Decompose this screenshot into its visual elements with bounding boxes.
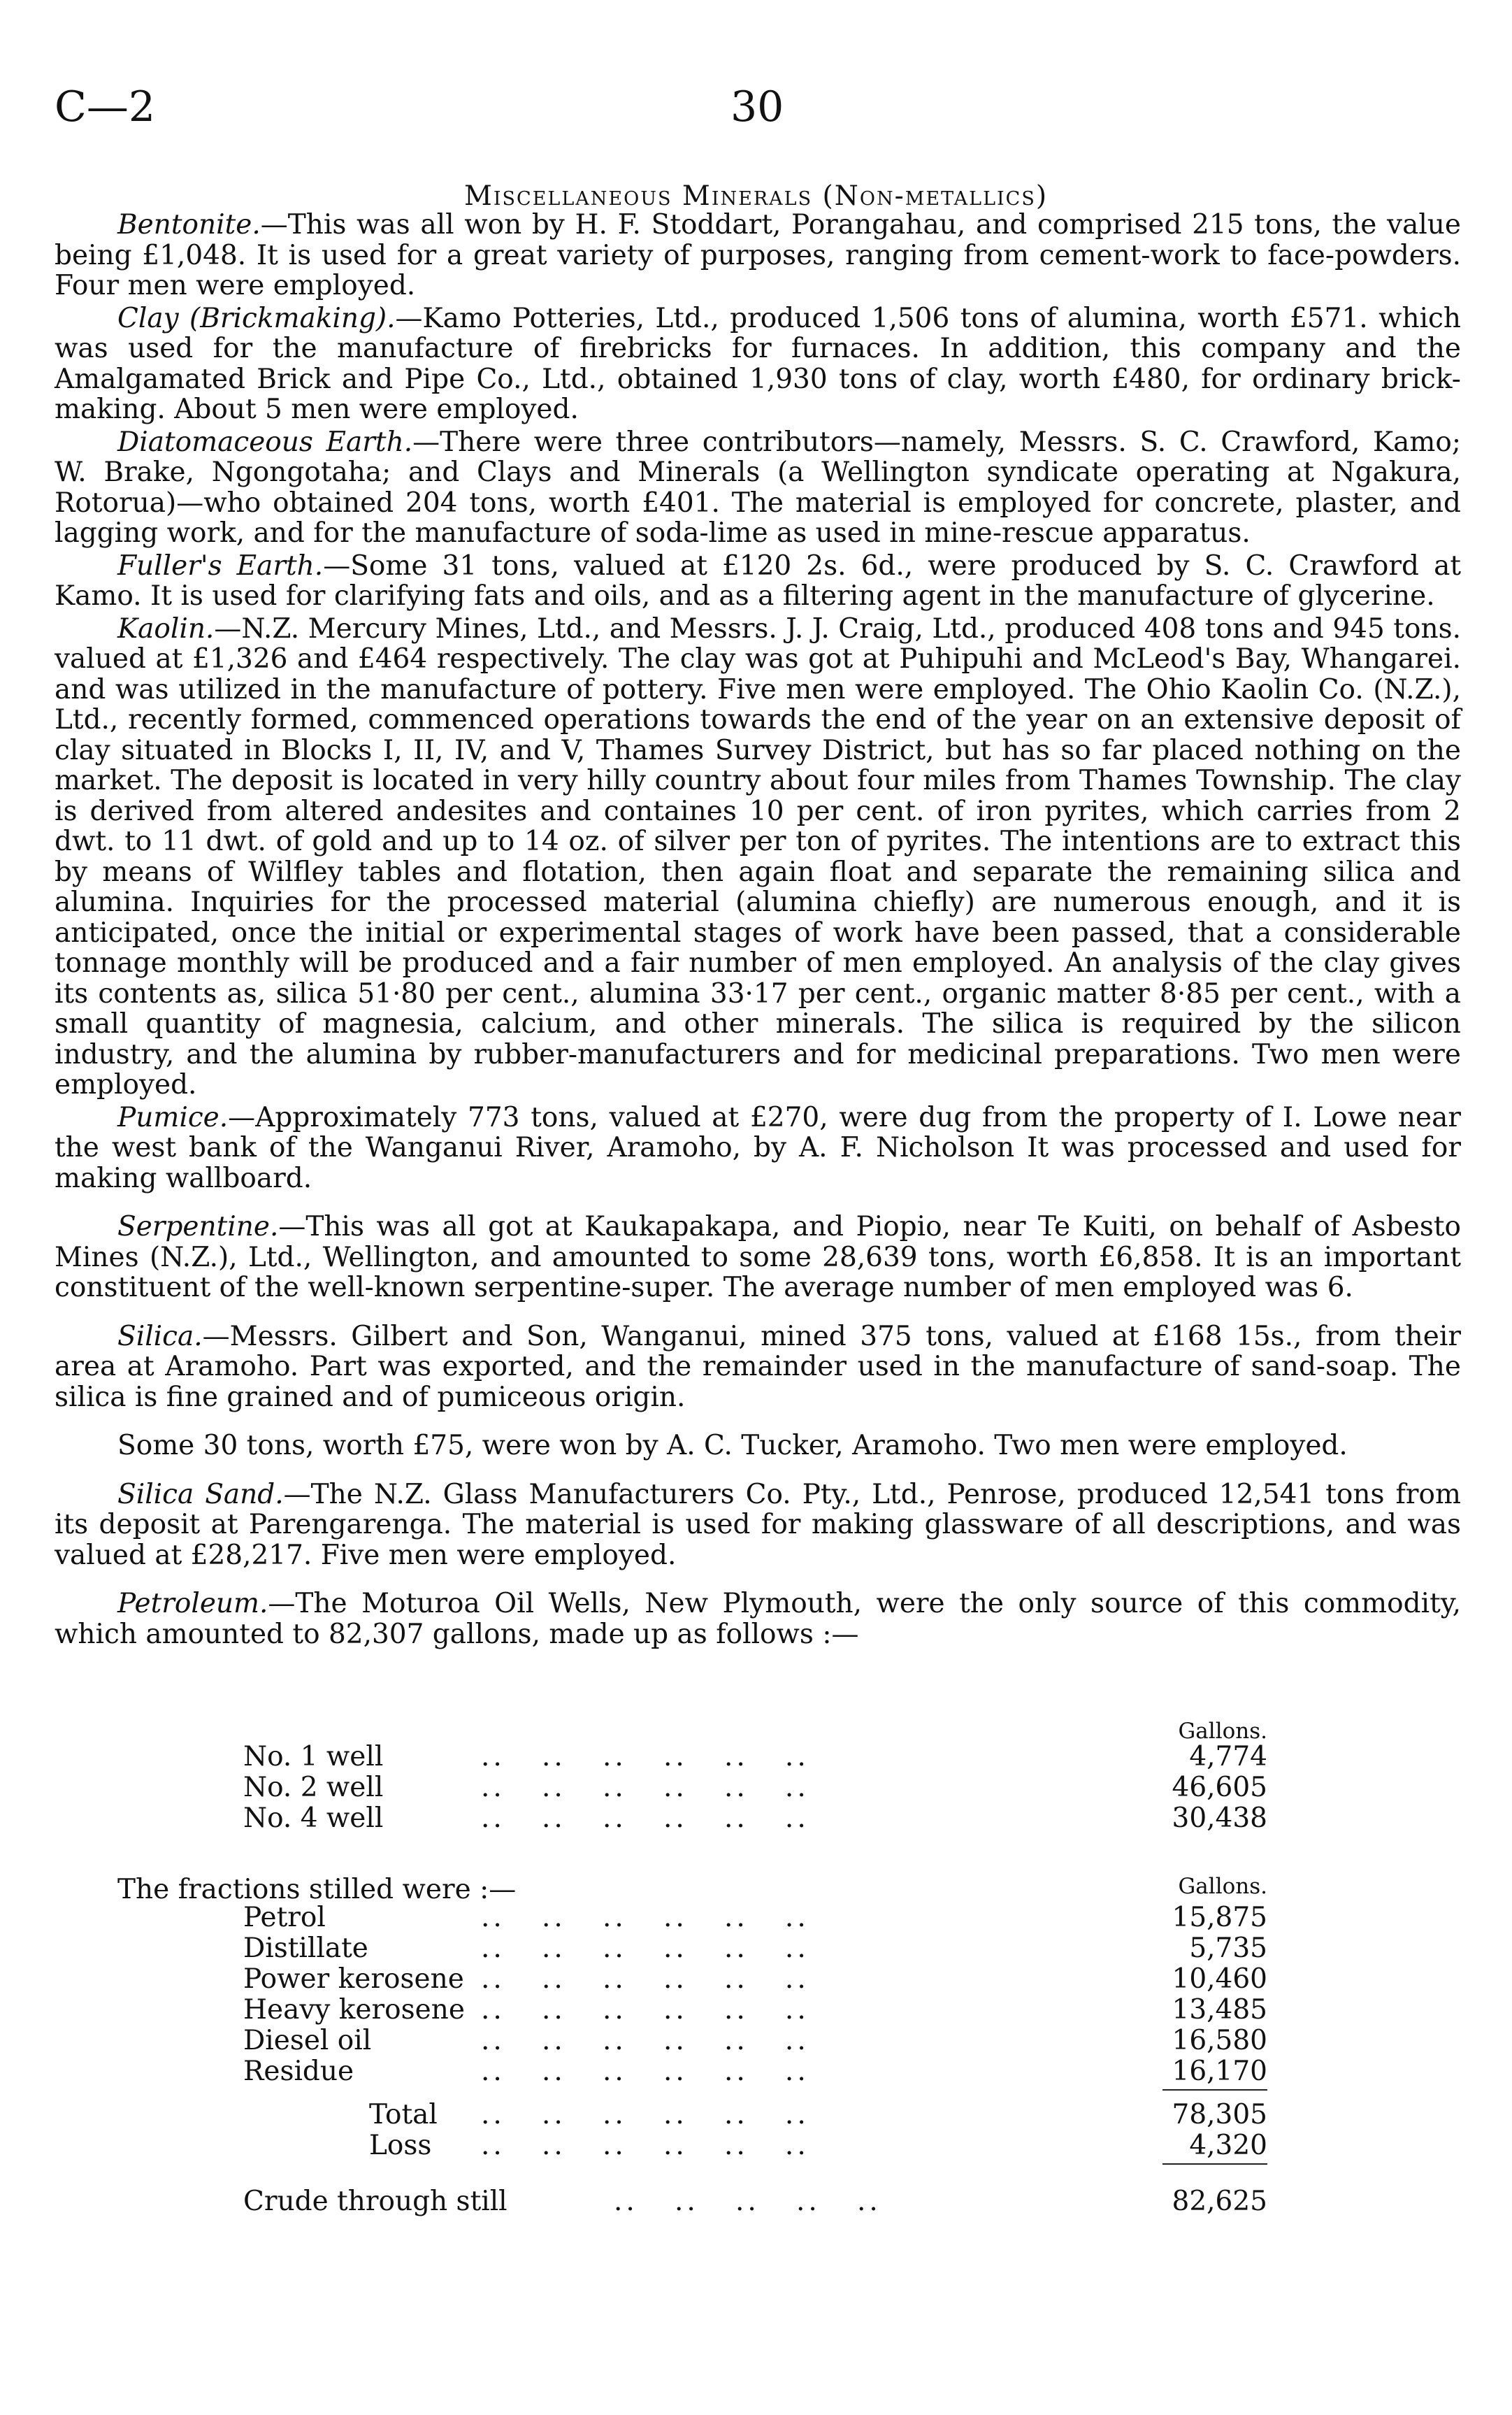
sum-rule — [1162, 2163, 1267, 2165]
paragraph-pumice — [55, 1103, 1461, 1194]
paragraph-lead: Diatomaceous Earth. — [117, 426, 413, 458]
paragraph-lead: Petroleum. — [117, 1588, 268, 1619]
paragraph-lead: Fuller's Earth. — [117, 550, 324, 582]
row-value: 5,735 — [1189, 1933, 1267, 1964]
paragraph-text: —This was all got at Kaukapakapa, and Piopio, near Te Kuiti, on behalf of Asbesto Mines (N.Z.), Ltd., Wellington, and amounted to some 28,639 tons, worth £6,858. It is an important constituent of the well-known serpentine-super. The average number of men employed was 6. — [55, 1211, 1461, 1303]
total-label: Total — [369, 2099, 438, 2130]
table-row — [55, 1803, 1267, 1833]
paragraph-text: —Kamo Potteries, Ltd., produced 1,506 tons of alumina, worth £571. which was used for the manufacture of firebricks for furnaces. In addition, this company and the Amalgamated Brick and Pipe Co., Ltd., obtained 1,930 tons of clay, worth £480, for ordinary brick-making. About 5 men were employed. — [55, 302, 1461, 425]
section-title: Miscellaneous Minerals (Non-metallics) — [463, 180, 1049, 212]
loss-value: 4,320 — [1189, 2130, 1267, 2161]
paragraph-serpentine — [55, 1212, 1461, 1303]
paragraph-kaolin — [55, 614, 1461, 1101]
paragraph-silica-tucker — [55, 1431, 1461, 1461]
row-label: Diesel oil — [243, 2025, 372, 2056]
paragraph-lead: Silica Sand. — [117, 1478, 284, 1510]
unit-heading: Gallons. — [1178, 1874, 1267, 1899]
row-value: 13,485 — [1172, 1994, 1267, 2026]
row-label: Residue — [243, 2056, 354, 2087]
table-row — [55, 1741, 1267, 1772]
paragraph-silica-sand — [55, 1479, 1461, 1571]
paragraph-lead: Serpentine. — [117, 1211, 279, 1242]
leader-dots: .. .. .. .. .. .. — [481, 1933, 809, 1964]
row-value: 16,580 — [1172, 2025, 1267, 2056]
paragraph-text: —N.Z. Mercury Mines, Ltd., and Messrs. J. J. Craig, Ltd., produced 408 tons and 945 tons. valued at £1,326 and £464 respectively. The clay was got at Puhipuhi and McLeod's Bay, Whangarei. and was utilized in the manufacture of pottery. Five men were employed. The Ohio Kaolin Co. (N.Z.), Ltd., recently formed, commenced operations towards the end of the year on an extensive deposit of clay situated in Blocks I, II, IV, and V, Thames Survey District, but has so far placed nothing on the market. The deposit is located in very hilly country about four miles from Thames Township. The clay is derived from altered andesites and containes 10 per cent. of iron pyrites, which carries from 2 dwt. to 11 dwt. of gold and up to 14 oz. of silver per ton of pyrites. The intentions are to extract this by means of Wilfley tables and flotation, then again float and separate the remaining silica and alumina. Inquiries for the processed material (alumina chiefly) are numerous enough, and it is anticipated, once the initial or experimental stages of work have been passed, that a considerable tonnage monthly will be produced and a fair number of men employed. An analysis of the clay gives its contents as, silica 51·80 per cent., alumina 33·17 per cent., organic matter 8·85 per cent., with a small quantity of magnesia, calcium, and other minerals. The silica is required by the silicon industry, and the alumina by rubber-manufacturers and for medicinal preparations. Two men were employed. — [55, 612, 1461, 1101]
paragraph-petroleum — [55, 1589, 1461, 1649]
leader-dots: .. .. .. .. .. .. — [481, 2099, 809, 2130]
paragraph-text: —The N.Z. Glass Manufacturers Co. Pty., Ltd., Penrose, produced 12,541 tons from its deposit at Parengarenga. The material is used for making glassware of all descriptions, and was valued at £28,217. Five men were employed. — [55, 1478, 1461, 1571]
fractions-intro: The fractions stilled were :— — [117, 1874, 517, 1905]
leader-dots: .. .. .. .. .. .. — [481, 1772, 809, 1803]
row-label: No. 2 well — [243, 1772, 384, 1803]
paragraph-text: —The Moturoa Oil Wells, New Plymouth, were the only source of this commodity, which amounted to 82,307 gallons, made up as follows :— — [55, 1588, 1461, 1650]
sum-rule — [1162, 2089, 1267, 2091]
table-row — [55, 1902, 1267, 1933]
leader-dots: .. .. .. .. .. .. — [481, 1902, 809, 1933]
paragraph-clay — [55, 303, 1461, 425]
table-row — [55, 1772, 1267, 1803]
crude-row — [55, 2186, 1267, 2216]
paragraph-silica — [55, 1321, 1461, 1413]
loss-label: Loss — [369, 2130, 432, 2161]
row-label: Heavy kerosene — [243, 1994, 465, 2026]
row-value: 16,170 — [1172, 2056, 1267, 2087]
paragraph-text: Some 30 tons, worth £75, were won by A. C. Tucker, Aramoho. Two men were employed. — [117, 1430, 1348, 1461]
table-intro-row — [55, 1874, 1267, 1905]
paragraph-text: —There were three contributors—namely, Messrs. S. C. Crawford, Kamo; W. Brake, Ngongotaha; and Clays and Minerals (a Wellington syndicate operating at Ngakura, Rotorua)—who obtained 204 tons, worth £401. The material is employed for concrete, plaster, and lagging work, and for the manufacture of soda-lime as used in mine-rescue apparatus. — [55, 426, 1461, 549]
row-label: Petrol — [243, 1902, 326, 1933]
paragraph-text: —This was all won by H. F. Stoddart, Porangahau, and comprised 215 tons, the value being £1,048. It is used for a great variety of purposes, ranging from cement-work to face-powders. Four men were employed. — [55, 209, 1461, 301]
page-number: 30 — [730, 83, 784, 131]
row-label: No. 4 well — [243, 1803, 384, 1834]
paragraph-lead: Kaolin. — [117, 612, 215, 645]
paragraph-text: —Messrs. Gilbert and Son, Wanganui, mined 375 tons, valued at £168 15s., from their area at Aramoho. Part was exported, and the remainder used in the manufacture of sand-soap. The silica is fine grained and of pumiceous origin. — [55, 1320, 1461, 1413]
unit-heading: Gallons. — [1178, 1719, 1267, 1744]
paragraph-fullers-earth — [55, 551, 1461, 612]
leader-dots: .. .. .. .. .. .. — [481, 1963, 809, 1995]
body-text — [55, 210, 1461, 1651]
page-reference: C—2 — [55, 83, 156, 131]
paragraph-text: —Some 31 tons, valued at £120 2s. 6d., were produced by S. C. Crawford at Kamo. It is used for clarifying fats and oils, and as a filtering agent in the manufacture of glycerine. — [55, 550, 1461, 612]
loss-row — [55, 2130, 1267, 2160]
row-value: 4,774 — [1189, 1741, 1267, 1772]
paragraph-bentonite — [55, 210, 1461, 301]
leader-dots: .. .. .. .. .. .. — [481, 2130, 809, 2161]
row-label: Distillate — [243, 1933, 368, 1964]
paragraph-lead: Pumice. — [117, 1101, 229, 1133]
paragraph-lead: Clay (Brickmaking). — [117, 302, 396, 334]
leader-dots: .. .. .. .. .. .. — [481, 2025, 809, 2056]
paragraph-diatomaceous-earth — [55, 427, 1461, 549]
leader-dots: .. .. .. .. .. .. — [481, 1741, 809, 1772]
table-row — [55, 1994, 1267, 2025]
row-value: 30,438 — [1172, 1803, 1267, 1834]
paragraph-lead: Silica. — [117, 1320, 203, 1352]
crude-value: 82,625 — [1172, 2186, 1267, 2217]
total-row — [55, 2099, 1267, 2130]
row-label: No. 1 well — [243, 1741, 384, 1772]
crude-label: Crude through still — [243, 2186, 507, 2217]
leader-dots: .. .. .. .. .. .. — [481, 1994, 809, 2026]
leader-dots: .. .. .. .. .. .. — [481, 2056, 809, 2087]
table-row — [55, 2025, 1267, 2056]
row-value: 15,875 — [1172, 1902, 1267, 1933]
paragraph-lead: Bentonite. — [117, 209, 261, 241]
paragraph-text: —Approximately 773 tons, valued at £270, were dug from the property of I. Lowe near the west bank of the Wanganui River, Aramoho, by A. F. Nicholson It was processed and used for making wallboard. — [55, 1101, 1461, 1194]
table-row — [55, 1963, 1267, 1994]
row-label: Power kerosene — [243, 1963, 464, 1995]
leader-dots: .. .. .. .. .. — [614, 2186, 881, 2217]
total-value: 78,305 — [1172, 2099, 1267, 2130]
table-row — [55, 2056, 1267, 2086]
row-value: 46,605 — [1172, 1772, 1267, 1803]
row-value: 10,460 — [1172, 1963, 1267, 1995]
leader-dots: .. .. .. .. .. .. — [481, 1803, 809, 1834]
table-row — [55, 1933, 1267, 1963]
